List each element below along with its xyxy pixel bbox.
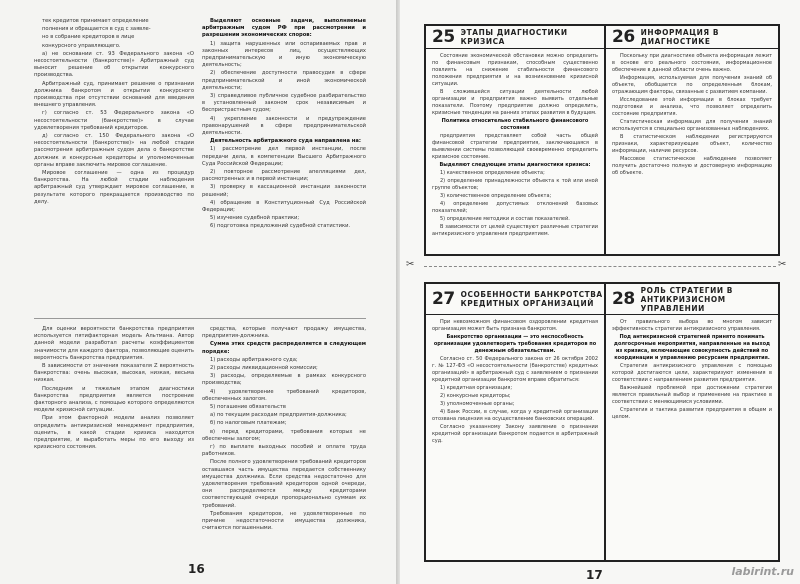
card-28 [604,282,780,562]
card-paragraph: 1) кредитная организация; [440,385,513,391]
card-title: РОЛЬ СТРАТЕГИИ В АНТИКРИЗИСНОМ УПРАВЛЕНИИ [640,284,734,313]
text-paragraph: Мировое соглашение — одна из процедур банкротства. На любой стадии наблюдения арбитражный суд утверждает мировое соглашение, в результате которого прекращается производство по делу. [34,170,194,205]
text-paragraph: В зависимости от значения показателя Z вероятность банкротства: очень высокая, высокая, низкая, весьма низкая. [34,363,194,384]
card-paragraph: 3) уполномоченные органы; [440,401,515,407]
card-paragraph: Исследование этой информации в блоках требует подготовки и анализа, что позволяет определить состояние предприятия. [612,97,772,117]
watermark-logo: labirint.ru [731,565,794,578]
text-paragraph: Деятельность арбитражного суда направлена на: [210,138,361,145]
text-paragraph: 2) обеспечение доступности правосудия в сфере предпринимательской и иной экономической деятельности; [202,70,366,91]
card-body [432,319,598,556]
card-title: ИНФОРМАЦИЯ В ДИАГНОСТИКЕ [640,27,720,46]
card-paragraph: Политика относительно стабильного финансового состояния [441,118,589,131]
text-paragraph: 5) изучение судебной практики; [210,215,300,222]
card-paragraph: Состояние экономической обстановки можно определить по финансовым признакам, способным существенно повлиять на снижение стабильности финансового положения предприятия и на возникновение кризисной ситуации. [432,53,598,87]
text-paragraph: в) перед кредиторами, требования которых не обеспечены залогом; [202,428,366,442]
card-paragraph: Стратегия и тактика развития предприятия в общем и целом. [612,407,772,420]
text-paragraph: 6) подготовка предложений судебной статистики. [210,223,351,230]
text-paragraph: а) не основании ст. 93 Федерального закона «О несостоятельности (банкротстве)» Арбитражный суд выносит решение об открытии конкурсного производства. [34,50,194,79]
card-number: 27 [432,289,455,309]
page-number-right: 17 [586,568,603,582]
text-paragraph: 5) погашение обязательств [210,404,286,411]
text-paragraph: Сумма этих средств распределяется в следующем порядке: [202,341,366,355]
text-paragraph: 4) укрепление законности и предупреждение правонарушений в сфере предпринимательской деятельности. [202,115,366,137]
card-paragraph: Стратегия антикризисного управления с помощью которой достигаются цели, характеризуют изменения в соответствии с направлением развития предприятия. [612,363,772,383]
text-paragraph: Последним и тяжелым этапом диагностики банкротства предприятия является построение факторного анализа, с помощью которого определяются модели кризисной ситуации. [34,385,194,414]
card-paragraph: Поскольку при диагностике объекта информация лежит в основе его реального состояния, информационное обеспечение в данной области очень важно. [612,53,772,73]
text-paragraph: 3) проверку в кассационной инстанции законности решений; [202,184,366,198]
text-paragraph: Для оценки вероятности банкротства предприятия используется пятифакторная модель Альтмана. Автор данной модели разработал расчеты коэффициентов значимости для каждого фактора, позволяющие оценить вероятность банкротства предприятия. [34,326,194,361]
card-number: 26 [612,27,635,47]
text-paragraph: 3) расходы, определяемые в рамках конкурсного производства; [202,373,366,387]
card-paragraph: Согласно указанному Закону заявление о признании кредитной организации банкротом подается в арбитражный суд. [432,424,598,444]
text-paragraph: Выделяют основные задачи, выполняемые арбитражным судом РФ при рассмотрении и разрешении экономических споров: [202,18,366,39]
card-paragraph: В статистическом наблюдении регистрируются признаки, характеризующие объект, количество информации, наличие ресурсов. [612,134,772,154]
text-paragraph: 4) удовлетворение требований кредиторов, обеспеченных залогом. [202,388,366,402]
card-paragraph: При невозможном финансовом оздоровлении кредитная организация может быть признана банкротом. [432,319,598,332]
page-number-left: 16 [188,562,205,576]
card-header [606,284,778,315]
card-paragraph: предприятия представляет собой часть общей финансовой стратегии предприятия, заключающаяся в выявлении системы позволяющей своевременно определить кризисное состояние. [432,133,598,160]
left-top-left-column [34,18,194,310]
card-25 [424,24,606,256]
text-paragraph: а) по текущим расходам предприятия-должника; [210,412,347,419]
text-paragraph: 3) справедливое публичное судебное разбирательство в установленный законом срок независимым и беспристрастным судом; [202,93,366,114]
text-paragraph: 1) рассмотрение дел первой инстанции, после передачи дела, в компетенции Высшего Арбитражного Суда Российской Федерации; [202,146,366,167]
card-paragraph: В зависимости от целей существуют различные стратегии антикризисного управления предприятием. [432,224,598,237]
card-paragraph: Выделяют следующие этапы диагностики кризиса: [439,162,591,168]
card-paragraph: В сложившейся ситуации деятельности любой организации и предприятия важно выявить отдельные показатели. Поэтому предприятие должно определить, кризисные тенденции на ранних этапах развития в будущем. [432,89,598,116]
card-paragraph: 2) конкурсные кредиторы; [440,393,511,399]
card-27 [424,282,606,562]
text-paragraph: конкурсного управляющего. [42,42,121,49]
left-bottom-right-column [202,326,366,548]
left-bottom-left-column [34,326,194,548]
card-26 [604,24,780,256]
text-paragraph: Арбитражный суд, принимает решение о признании должника банкротом и открытии конкурсного производства при отсутствии оснований для введения внешнего управления. [34,80,194,109]
card-paragraph: Массовое статистическое наблюдение позволяет получить достаточно полную и достоверную информацию об объекте. [612,156,772,176]
card-paragraph: Статистическая информация для получения знаний используется в специально организованных наблюдениях. [612,119,772,132]
text-paragraph: тек кредитов принимает определение [42,18,149,24]
text-paragraph: При этом факторной модели анализ позволяет определить антикризисной менеджмент предприятия, оценить, в какой стадии кризиса находится предприятие, и выработать меры по его выходу из кризисного состояния. [34,415,194,451]
text-paragraph: г) по выплате выходных пособий и оплате труда работников. [202,444,366,458]
text-paragraph: 2) повторное рассмотрение апелляциями дел, рассмотренных и в первой инстанции; [202,169,366,183]
scissors-icon: ✂ [406,259,415,270]
text-paragraph: средства, которые получают продажу имущества, предприятия-должника. [202,326,366,340]
left-top-right-column [202,18,366,310]
card-paragraph: От правильного выбора во многом зависит эффективность стратегии антикризисного управления. [612,319,772,332]
text-paragraph: 2) расходы ликвидационной комиссии; [210,365,318,372]
scissors-icon: ✂ [778,259,787,270]
text-paragraph: 1) расходы арбитражного суда; [210,356,298,363]
card-paragraph: 5) определение методики и состав показателей. [440,216,570,222]
card-paragraph: Важнейшей проблемой при достижении стратегии является правильный выбор и применение на практике в соответствии с меняющимися условиями. [612,385,772,405]
cut-line [424,266,776,273]
card-paragraph: Под антикризисной стратегией принято понимать долгосрочные мероприятия, направленные на выход из кризиса, включающие совокупность действий по координации и управлению ресурсами предприятия. [613,334,771,361]
card-body [612,319,772,556]
text-paragraph: но в собрание кредиторов в лице [42,34,135,41]
text-paragraph: б) по налоговым платежам; [210,420,287,427]
card-paragraph: 2) определение принадлежности объекта к той или иной группе объектов; [432,178,598,191]
card-paragraph: Банкротство организации — это неспособность организации удовлетворить требования кредиторов по денежным обязательствам. [433,334,597,354]
card-number: 25 [432,27,455,47]
text-paragraph: 4) обращение в Конституционный Суд Российской Федерации; [202,199,366,214]
card-title: ОСОБЕННОСТИ БАНКРОТСТВА КРЕДИТНЫХ ОРГАНИЗАЦИЙ [460,289,603,308]
text-paragraph: После полного удовлетворения требований кредиторов оставшаяся часть имущества передается собственнику имущества должника. Если средства недостаточно для удовлетворения требований кредиторов одной очереди, они распределяются между кредиторами соответствующей очереди пропорционально суммам их требований. [202,459,366,509]
card-paragraph: 3) количественное определение объекта; [440,193,552,199]
text-paragraph: д) согласно ст. 150 Федерального закона «О несостоятельности (банкротстве)» на любой стадии рассмотрения арбитражным судом дела о банкротстве должник и конкурсные кредиторы и уполномоченные органы вправе заключить мировое соглашение. [34,133,194,168]
right-page [400,0,800,584]
text-paragraph: г) согласно ст. 53 Федерального закона «О несостоятельности (банкротстве)» в случае удовлетворения требований кредиторов. [34,110,194,131]
text-paragraph: Требования кредиторов, не удовлетворенные по причине недостаточности имущества должника, считаются погашенными. [202,510,366,532]
text-paragraph: 1) защита нарушенных или оспариваемых прав и законных интересов лиц, осуществляющих предпринимательскую и иную экономическую деятельность; [202,40,366,69]
card-paragraph: 1) качественное определение объекта; [440,170,545,176]
card-paragraph: Согласно ст. 50 Федерального закона от 26 октября 2002 г. № 127-ФЗ «О несостоятельности (банкротстве) кредитных организаций» в арбитражный суд с заявлением о признании кредитной организации банкротом вправе обратиться: [432,356,598,383]
text-paragraph: полнения и обращается в суд с заявле- [42,26,151,33]
card-title: ЭТАПЫ ДИАГНОСТИКИ КРИЗИСА [460,27,568,46]
card-body [612,53,772,250]
card-body [432,53,598,250]
card-header [426,26,604,49]
card-paragraph: 4) Банк России, в случае, когда у кредитной организации отозвана лицензия на осуществление банковских операций. [432,409,598,422]
card-paragraph: Информация, используемая для получения знаний об объекте, обобщается по определенным блокам, отражающим факторы, связанные с развитием компании. [612,75,772,95]
card-header [606,26,778,49]
card-number: 28 [612,289,635,309]
section-divider [34,318,366,319]
card-header [426,284,604,315]
card-paragraph: 4) определение допустимых отклонений базовых показателей; [432,201,598,214]
